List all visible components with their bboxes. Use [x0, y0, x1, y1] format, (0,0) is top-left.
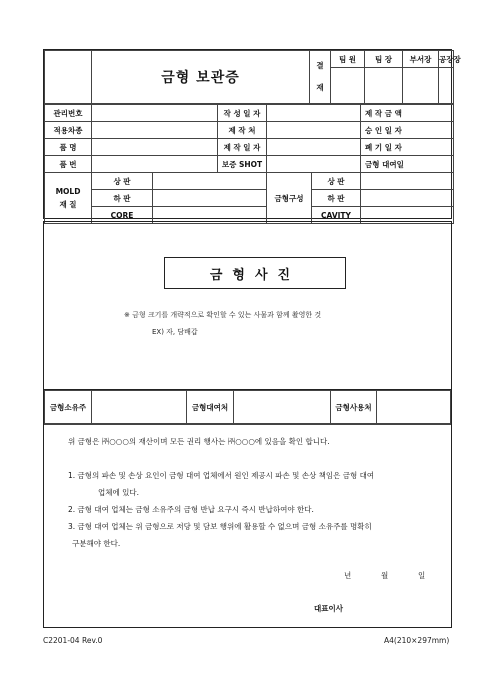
label-item-no: 품 번 — [45, 156, 92, 173]
approver-1: 팀 원 — [331, 51, 365, 68]
sign-box-3[interactable] — [403, 68, 439, 104]
label-mold-material-1: MOLD — [55, 187, 81, 196]
terms-item-1b: 업체에 있다. — [98, 488, 139, 497]
field-item-no[interactable] — [92, 156, 218, 173]
field-guaranteed-shot[interactable] — [267, 156, 361, 173]
header-block — [43, 49, 461, 220]
label-lender: 금형대여처 — [187, 391, 234, 424]
header-table — [44, 50, 461, 104]
date-month: 월 — [381, 571, 389, 580]
approval-label-1: 결 — [316, 61, 324, 70]
field-lower[interactable] — [153, 190, 267, 207]
label-mold-config: 금형구성 — [267, 173, 312, 224]
owners-table — [44, 390, 451, 424]
label-created-date: 작 성 일 자 — [218, 105, 267, 122]
label-disposal-date: 폐 기 일 자 — [361, 139, 454, 156]
field-owner[interactable] — [92, 391, 187, 424]
field-user[interactable] — [377, 391, 451, 424]
label-production-cost: 제 작 금 액 — [361, 105, 454, 122]
owners-block — [43, 389, 452, 425]
terms-block — [43, 423, 452, 628]
terms-item-1a: 1. 금형의 파손 및 손상 요인이 금형 대여 업체에서 원인 제공시 파손 및 손상 책임은 금형 대여 — [68, 471, 375, 480]
label-upper-2: 상 판 — [312, 173, 361, 190]
label-guaranteed-shot: 보증 SHOT — [218, 156, 267, 173]
field-lower-2[interactable] — [361, 190, 454, 207]
doc-code: C2201-04 Rev.0 — [43, 636, 103, 645]
field-lender[interactable] — [234, 391, 331, 424]
terms-item-3a: 3. 금형 대여 업체는 위 금형으로 저당 및 담보 행위에 활용할 수 없으며 금형 소유주를 명확히 — [68, 522, 372, 531]
label-mold-material-2: 재 질 — [59, 200, 77, 209]
field-management-no[interactable] — [92, 105, 218, 122]
page-title: 금형 보관증 — [92, 51, 310, 104]
label-mold-rental-date: 금형 대여일 — [361, 156, 454, 173]
field-production-date[interactable] — [267, 139, 361, 156]
paper-size: A4(210×297mm) — [384, 636, 450, 645]
label-owner: 금형소유주 — [45, 391, 92, 424]
sign-box-2[interactable] — [365, 68, 403, 104]
approver-2: 팀 장 — [365, 51, 403, 68]
terms-item-2: 2. 금형 대여 업체는 금형 소유주의 금형 반납 요구시 즉시 반납하여야 한다. — [68, 505, 314, 514]
photo-area[interactable] — [43, 221, 452, 391]
approver-4: 공장장 — [439, 51, 454, 68]
label-applied-model: 적용차종 — [45, 122, 92, 139]
field-created-date[interactable] — [267, 105, 361, 122]
label-management-no: 관리번호 — [45, 105, 92, 122]
approval-label-2: 재 — [316, 83, 324, 92]
field-maker[interactable] — [267, 122, 361, 139]
sign-box-4[interactable] — [439, 68, 454, 104]
label-lower: 하 판 — [92, 190, 153, 207]
label-mold-material — [45, 173, 92, 224]
ceo-label: 대표이사 — [314, 604, 343, 613]
date-year: 년 — [344, 571, 352, 580]
approver-3: 부서장 — [403, 51, 439, 68]
date-day: 일 — [418, 571, 426, 580]
header-left-blank — [45, 51, 92, 104]
field-applied-model[interactable] — [92, 122, 218, 139]
photo-note-2: EX) 자, 담배갑 — [152, 328, 198, 336]
label-approval-date: 승 인 일 자 — [361, 122, 454, 139]
sign-box-1[interactable] — [331, 68, 365, 104]
label-production-date: 제 작 일 자 — [218, 139, 267, 156]
field-upper-2[interactable] — [361, 173, 454, 190]
photo-note-1: ※ 금형 크기를 개략적으로 확인할 수 있는 사물과 함께 촬영한 것 — [124, 311, 322, 319]
info-table — [44, 104, 454, 224]
label-lower-2: 하 판 — [312, 190, 361, 207]
label-maker: 제 작 처 — [218, 122, 267, 139]
terms-intro: 위 금형은 ㈜○○○의 재산이며 모든 권리 행사는 ㈜○○○에 있음을 확인 합니다. — [68, 437, 330, 446]
label-item-name: 품 명 — [45, 139, 92, 156]
label-user: 금형사용처 — [331, 391, 377, 424]
label-core: CORE — [92, 207, 153, 224]
photo-title-box: 금형사진 — [164, 257, 346, 289]
approval-label — [310, 51, 331, 104]
terms-item-3b: 구분해야 한다. — [72, 539, 121, 548]
label-upper: 상 판 — [92, 173, 153, 190]
label-cavity: CAVITY — [312, 207, 361, 224]
field-upper[interactable] — [153, 173, 267, 190]
field-item-name[interactable] — [92, 139, 218, 156]
